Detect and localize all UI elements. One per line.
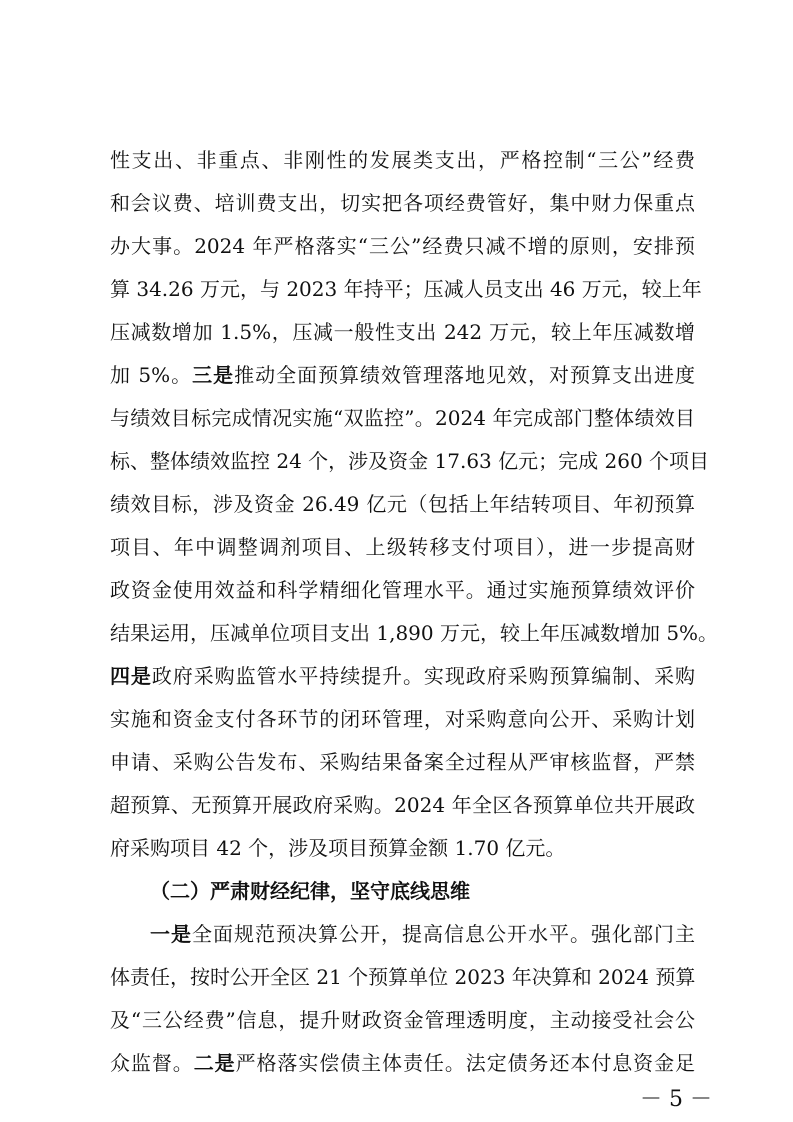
paragraph-line xyxy=(110,353,695,397)
paragraph-line: 超预算、无预算开展政府采购。2024 年全区各预算单位共开展政 xyxy=(110,793,695,817)
paragraph-line: 标、整体绩效监控 24 个，涉及资金 17.63 亿元；完成 260 个项目 xyxy=(110,449,710,473)
paragraph-line xyxy=(110,1041,695,1085)
paragraph-line: 申请、采购公告发布、采购结果备案全过程从严审核监督，严禁 xyxy=(110,750,695,774)
section-heading: （二）严肃财经纪律，坚守底线思维 xyxy=(150,879,470,903)
paragraph-line: 性支出、非重点、非刚性的发展类支出，严格控制“三公”经费 xyxy=(110,148,695,172)
page-number: － 5 － xyxy=(640,1087,712,1112)
paragraph-line: 绩效目标，涉及资金 26.49 亿元（包括上年结转项目、年初预算 xyxy=(110,492,695,516)
line-text: 严格落实偿债主体责任。法定债务还本付息资金足 xyxy=(235,1051,696,1075)
paragraph-line: 与绩效目标完成情况实施“双监控”。2024 年完成部门整体绩效目 xyxy=(110,406,695,430)
bold-lead: 四是 xyxy=(110,664,152,688)
line-text: 众监督。 xyxy=(110,1051,194,1075)
paragraph-line: 政资金使用效益和科学精细化管理水平。通过实施预算绩效评价 xyxy=(110,578,695,602)
paragraph-line: 体责任，按时公开全区 21 个预算单位 2023 年决算和 2024 预算 xyxy=(110,965,696,989)
paragraph-line: 实施和资金支付各环节的闭环管理，对采购意向公开、采购计划 xyxy=(110,707,695,731)
line-text: 全面规范预决算公开，提高信息公开水平。强化部门主 xyxy=(192,922,695,946)
paragraph-line: 及“三公经费”信息，提升财政资金管理透明度，主动接受社会公 xyxy=(110,1008,695,1032)
paragraph-line: 压减数增加 1.5%，压减一般性支出 242 万元，较上年压减数增 xyxy=(110,320,695,344)
paragraph-line: 结果运用，压减单位项目支出 1,890 万元，较上年压减数增加 5%。 xyxy=(110,621,719,645)
bold-lead: 二是 xyxy=(193,1051,236,1075)
paragraph-line: 项目、年中调整调剂项目、上级转移支付项目），进一步提高财 xyxy=(110,535,695,559)
line-text: 政府采购监管水平持续提升。实现政府采购预算编制、采购 xyxy=(151,664,696,688)
paragraph-line xyxy=(150,912,695,956)
paragraph-line xyxy=(110,654,695,698)
paragraph-line: 和会议费、培训费支出，切实把各项经费管好，集中财力保重点 xyxy=(110,191,695,215)
bold-lead: 一是 xyxy=(150,922,192,946)
bold-lead: 三是 xyxy=(192,363,235,387)
line-text: 加 5%。 xyxy=(110,363,193,387)
paragraph-line: 府采购项目 42 个，涉及项目预算金额 1.70 亿元。 xyxy=(110,836,566,860)
paragraph-line: 办大事。2024 年严格落实“三公”经费只减不增的原则，安排预 xyxy=(110,234,695,258)
line-text: 推动全面预算绩效管理落地见效，对预算支出进度 xyxy=(234,363,696,387)
paragraph-line: 算 34.26 万元，与 2023 年持平；压减人员支出 46 万元，较上年 xyxy=(110,277,702,301)
